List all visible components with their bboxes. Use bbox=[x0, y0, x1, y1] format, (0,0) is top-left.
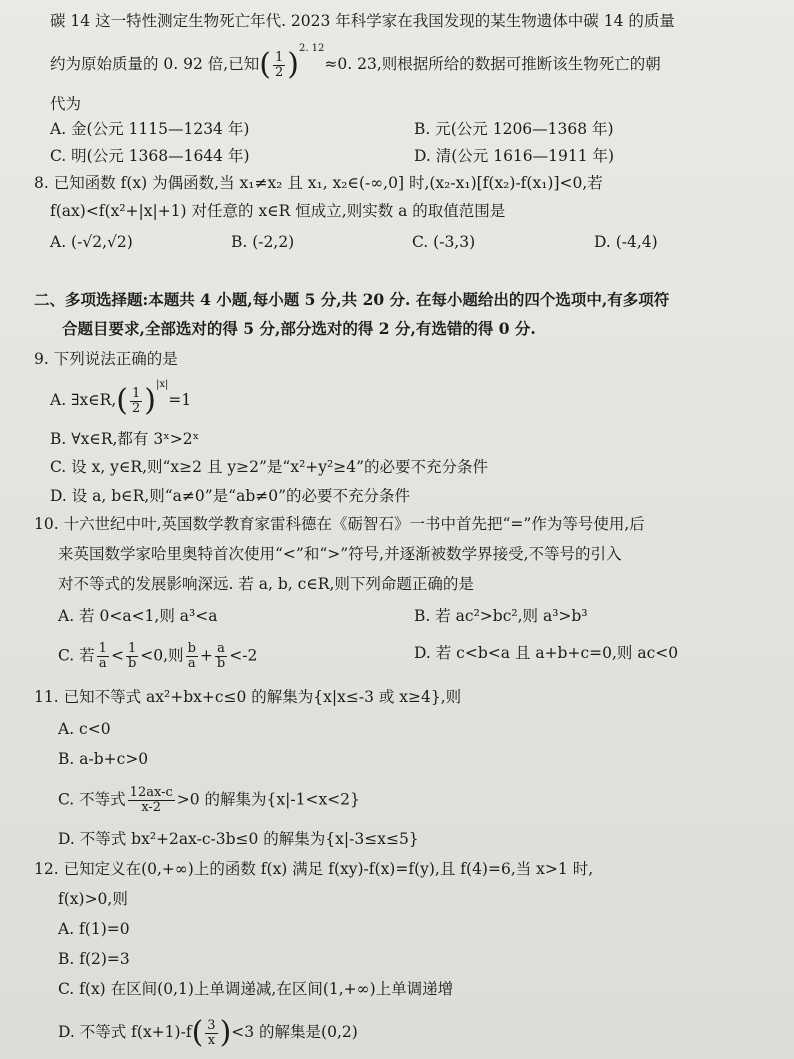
q7-fraction bbox=[273, 51, 285, 80]
q9-optA-text-b: =1 bbox=[168, 391, 192, 410]
q10-line3: 对不等式的发展影响深远. 若 a, b, c∈R,则下列命题正确的是 bbox=[58, 575, 474, 593]
q7-option-a: A. 金(公元 1115—1234 年) bbox=[50, 120, 250, 138]
q9-stem: 9. 下列说法正确的是 bbox=[34, 350, 178, 368]
q11-option-b: B. a-b+c>0 bbox=[58, 750, 149, 768]
q9-optA-text-a: A. ∃x∈R, bbox=[50, 391, 117, 410]
q11-optC-text-b: >0 的解集为{x|-1<x<2} bbox=[176, 790, 360, 809]
q9-frac-num: 1 bbox=[132, 385, 141, 401]
q11-option-d: D. 不等式 bx²+2ax-c-3b≤0 的解集为{x|-3≤x≤5} bbox=[58, 830, 419, 848]
q9-option-c: C. 设 x, y∈R,则“x≥2 且 y≥2”是“x²+y²≥4”的必要不充分条件 bbox=[50, 458, 489, 476]
q12-line1: 12. 已知定义在(0,+∞)上的函数 f(x) 满足 f(xy)-f(x)=f(y),且 f(4)=6,当 x>1 时, bbox=[34, 860, 594, 878]
q10-option-c: C. 若 $\frac{1}{a}$ < $\frac{1}{b}$ <0,则 $\frac{b}{a}$ + $\frac{a}{b}$ <-2 bbox=[58, 641, 258, 671]
section2-line2: 合题目要求,全部选对的得 5 分,部分选对的得 2 分,有选错的得 0 分. bbox=[62, 319, 536, 338]
q12-option-b: B. f(2)=3 bbox=[58, 950, 130, 968]
q8-option-c: C. (-3,3) bbox=[412, 233, 476, 251]
q11-frac-den: x-2 bbox=[141, 800, 162, 815]
q9-frac-den: 2 bbox=[132, 400, 141, 416]
q7-option-c: C. 明(公元 1368—1644 年) bbox=[50, 147, 250, 165]
q12-fraction bbox=[205, 1019, 217, 1048]
q7-exponent: 2. 12 bbox=[298, 43, 325, 54]
q11-optC-text-a: C. 不等式 bbox=[58, 790, 126, 809]
q8-line1: 8. 已知函数 f(x) 为偶函数,当 x₁≠x₂ 且 x₁, x₂∈(-∞,0] 时,(x₂-x₁)[f(x₂)-f(x₁)]<0,若 bbox=[34, 174, 603, 192]
q11-stem: 11. 已知不等式 ax²+bx+c≤0 的解集为{x|x≤-3 或 x≥4},则 bbox=[34, 688, 462, 706]
q9-option-d: D. 设 a, b∈R,则“a≠0”是“ab≠0”的必要不充分条件 bbox=[50, 487, 411, 505]
q8-line2: f(ax)<f(x²+|x|+1) 对任意的 x∈R 恒成立,则实数 a 的取值范围是 bbox=[50, 202, 506, 220]
q11-frac-num: 12ax-c bbox=[129, 785, 173, 800]
q7-line3: 代为 bbox=[50, 95, 82, 113]
q12-frac-den: x bbox=[207, 1032, 216, 1048]
q8-option-a: A. (-√2,√2) bbox=[50, 233, 133, 251]
q12-optD-text-a: D. 不等式 f(x+1)-f bbox=[58, 1023, 192, 1041]
q10-line2: 来英国数学家哈里奥特首次使用“<”和“>”符号,并逐渐被数学界接受,不等号的引入 bbox=[58, 545, 622, 563]
q10-line1: 10. 十六世纪中叶,英国数学教育家雷科德在《砺智石》一书中首先把“=”作为等号使用,后 bbox=[34, 515, 645, 533]
q9-exponent: |x| bbox=[156, 379, 169, 390]
q12-option-c: C. f(x) 在区间(0,1)上单调递减,在区间(1,+∞)上单调递增 bbox=[58, 980, 454, 998]
q8-option-b: B. (-2,2) bbox=[231, 233, 295, 251]
q11-fraction bbox=[128, 786, 175, 815]
q10-optC-text-a: C. 若 bbox=[58, 646, 95, 665]
q8-option-d: D. (-4,4) bbox=[594, 233, 658, 251]
q9-option-b: B. ∀x∈R,都有 3ˣ>2ˣ bbox=[50, 430, 200, 448]
q7-line2-text-b: ≈0. 23,则根据所给的数据可推断该生物死亡的朝 bbox=[324, 55, 661, 74]
q7-option-d: D. 清(公元 1616—1911 年) bbox=[414, 147, 615, 165]
q9-option-a: A. ∃x∈R,( $\frac{1}{2}$ )$^{|x|}$=1 bbox=[50, 379, 192, 419]
q12-optD-text-b: <3 的解集是(0,2) bbox=[231, 1023, 358, 1041]
q7-line1: 碳 14 这一特性测定生物死亡年代. 2023 年科学家在我国发现的某生物遗体中碳 14 的质量 bbox=[50, 12, 675, 30]
q12-line2: f(x)>0,则 bbox=[58, 890, 128, 908]
q10-option-b: B. 若 ac²>bc²,则 a³>b³ bbox=[414, 607, 588, 625]
q11-option-c bbox=[58, 786, 360, 815]
q12-option-a: A. f(1)=0 bbox=[58, 920, 130, 938]
q7-frac-num: 1 bbox=[274, 49, 284, 65]
q7-line2: 约为原始质量的 0. 92 倍,已知( $\frac{1}{2}$ )$^{2. 12}$≈0. 23,则根据所给的数据可推断该生物死亡的朝 bbox=[50, 43, 661, 83]
q10-option-d: D. 若 c<b<a 且 a+b+c=0,则 ac<0 bbox=[414, 644, 679, 662]
q7-line2-text-a: 约为原始质量的 0. 92 倍,已知 bbox=[50, 55, 260, 74]
q12-frac-num: 3 bbox=[207, 1017, 216, 1033]
q9-fraction bbox=[130, 387, 142, 416]
section2-line1: 二、多项选择题:本题共 4 小题,每小题 5 分,共 20 分. 在每小题给出的四个选项中,有多项符 bbox=[34, 290, 670, 309]
q11-option-a: A. c<0 bbox=[58, 720, 111, 738]
q10-option-a: A. 若 0<a<1,则 a³<a bbox=[58, 607, 218, 625]
q12-option-d: D. 不等式 f(x+1)-f( $\frac{3}{x}$ )<3 的解集是(0,2) bbox=[58, 1015, 358, 1050]
q7-option-b: B. 元(公元 1206—1368 年) bbox=[414, 120, 614, 138]
q7-frac-den: 2 bbox=[274, 64, 284, 80]
